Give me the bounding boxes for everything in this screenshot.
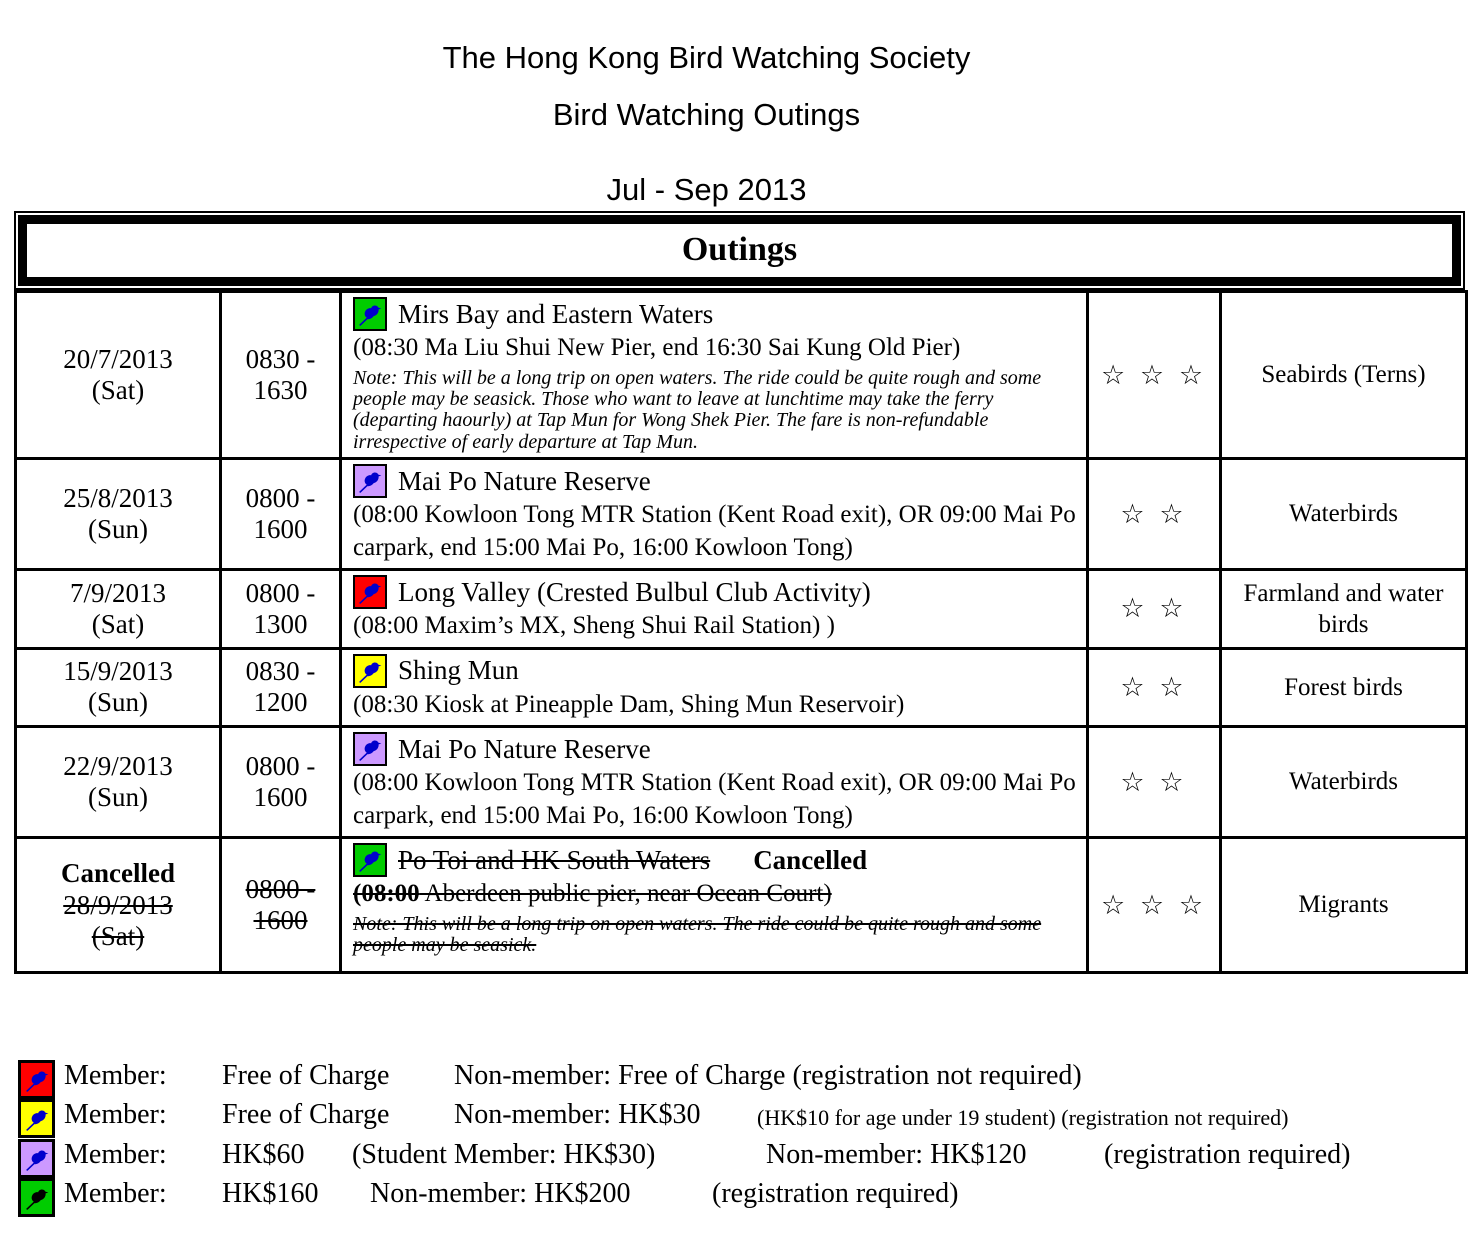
table-row-cancelled <box>16 838 1467 973</box>
outing-date-cell <box>16 727 221 838</box>
society-title: The Hong Kong Bird Watching Society <box>442 40 971 75</box>
outing-location: (08:00 Kowloon Tong MTR Station (Kent Road exit), OR 09:00 Mai Po carpark, end 15:00 Mai Po, 16:00 Kowloon Tong) <box>353 501 1076 561</box>
outing-location-time: (08:00 <box>353 880 420 908</box>
outing-title-line <box>353 297 1076 331</box>
outing-time-start: 0800 - <box>245 874 316 905</box>
outing-date: 25/8/2013 <box>63 483 173 514</box>
bird-glyph <box>357 579 383 605</box>
bird-glyph <box>357 301 383 327</box>
outings-banner-title: Outings <box>18 215 1461 286</box>
legend-student-fee: (Student Member: HK$30) <box>352 1139 656 1171</box>
outing-date-cell <box>16 459 221 570</box>
outing-title-line <box>353 732 1076 766</box>
outing-location <box>353 878 1076 911</box>
outing-date: 28/9/2013 <box>63 889 173 920</box>
outing-time-end: 1600 <box>253 514 308 545</box>
legend-registration-note: (registration required) <box>1104 1139 1351 1171</box>
outing-day: (Sun) <box>88 514 148 545</box>
fee-legend <box>0 1058 1479 1223</box>
bird-category: Seabirds (Terns) <box>1221 292 1467 459</box>
fee-category-icon <box>353 464 387 498</box>
legend-member-label: Member: <box>64 1178 167 1210</box>
cancelled-label: Cancelled <box>753 844 868 875</box>
outing-time-start: 0800 - <box>245 751 316 782</box>
difficulty-stars: ☆ ☆ ☆ <box>1088 292 1221 459</box>
bird-glyph <box>357 658 383 684</box>
outing-title: Shing Mun <box>398 655 519 686</box>
bird-glyph <box>357 468 383 494</box>
outing-title: Po Toi and HK South Waters <box>398 844 711 875</box>
bird-glyph <box>24 1185 50 1211</box>
outing-time-start: 0800 - <box>245 577 316 608</box>
difficulty-stars: ☆ ☆ <box>1088 648 1221 727</box>
outing-location-rest: Aberdeen public pier, near Ocean Court) <box>419 880 832 908</box>
legend-row-red <box>0 1058 1479 1098</box>
outing-day: (Sat) <box>91 920 145 951</box>
outing-time-end: 1300 <box>253 608 308 639</box>
table-row <box>16 292 1467 459</box>
legend-member-label: Member: <box>64 1139 167 1171</box>
fee-category-icon <box>353 297 387 331</box>
bird-category: Forest birds <box>1221 648 1467 727</box>
cancelled-label: Cancelled <box>61 858 175 889</box>
outing-title: Mirs Bay and Eastern Waters <box>398 298 714 329</box>
outing-title-line <box>353 843 1076 877</box>
bird-category: Waterbirds <box>1221 727 1467 838</box>
outing-date-cell <box>16 838 221 973</box>
difficulty-stars: ☆ ☆ <box>1088 570 1221 649</box>
outing-location: (08:30 Kiosk at Pineapple Dam, Shing Mun Reservoir) <box>353 690 905 718</box>
outing-date: 7/9/2013 <box>69 577 166 608</box>
bird-category: Waterbirds <box>1221 459 1467 570</box>
outing-description-cell <box>341 459 1088 570</box>
outing-time-cell <box>221 838 341 973</box>
outing-date-cell <box>16 570 221 649</box>
outing-title-line <box>353 464 1076 498</box>
outing-day: (Sun) <box>88 687 148 718</box>
outing-time-start: 0830 - <box>245 343 316 374</box>
legend-registration-note: (registration required) <box>712 1178 959 1210</box>
legend-member-label: Member: <box>64 1060 167 1092</box>
difficulty-stars: ☆ ☆ <box>1088 459 1221 570</box>
document-subtitle: Bird Watching Outings <box>552 97 861 132</box>
outing-time-cell <box>221 648 341 727</box>
title-block <box>0 0 1413 205</box>
outing-date-cell <box>16 292 221 459</box>
bird-glyph <box>357 847 383 873</box>
table-row <box>16 459 1467 570</box>
outing-time-cell <box>221 459 341 570</box>
legend-row-purple <box>0 1137 1479 1177</box>
outing-location: (08:00 Kowloon Tong MTR Station (Kent Road exit), OR 09:00 Mai Po carpark, end 15:00 Mai Po, 16:00 Kowloon Tong) <box>353 769 1076 829</box>
green-fee-icon <box>18 1178 55 1217</box>
outing-time-cell <box>221 570 341 649</box>
outing-description-cell <box>341 648 1088 727</box>
outing-location: (08:30 Ma Liu Shui New Pier, end 16:30 Sai Kung Old Pier) <box>353 334 961 361</box>
outing-time-end: 1630 <box>253 375 308 406</box>
outing-title: Long Valley (Crested Bulbul Club Activity) <box>398 576 871 607</box>
outing-day: (Sat) <box>91 608 145 639</box>
outing-day: (Sat) <box>91 375 145 406</box>
legend-member-fee: Free of Charge <box>222 1099 390 1131</box>
outing-date: 15/9/2013 <box>63 656 173 687</box>
outing-location: (08:00 Maxim’s MX, Sheng Shui Rail Station) ) <box>353 612 835 640</box>
outing-title: Mai Po Nature Reserve <box>398 465 651 496</box>
legend-member-fee: HK$160 <box>222 1178 319 1210</box>
outing-description-cell <box>341 570 1088 649</box>
difficulty-stars: ☆ ☆ <box>1088 727 1221 838</box>
legend-nonmember-fee: Non-member: Free of Charge (registration not required) <box>454 1060 1082 1092</box>
table-row <box>16 648 1467 727</box>
legend-member-label: Member: <box>64 1099 167 1131</box>
legend-fee-note: (HK$10 for age under 19 student) (registration not required) <box>757 1105 1289 1131</box>
outing-date-cell <box>16 648 221 727</box>
bird-glyph <box>24 1106 50 1132</box>
bird-glyph <box>24 1067 50 1093</box>
period-label: Jul - Sep 2013 <box>606 172 807 207</box>
outing-time-end: 1600 <box>253 905 308 936</box>
bird-category: Migrants <box>1221 838 1467 973</box>
fee-category-icon <box>353 575 387 609</box>
outing-title-line <box>353 654 1076 688</box>
legend-nonmember-fee: Non-member: HK$120 <box>766 1139 1027 1171</box>
difficulty-stars: ☆ ☆ ☆ <box>1088 838 1221 973</box>
outing-note: Note: This will be a long trip on open waters. The ride could be quite rough and some people may be seasick. Those who want to leave at lunchtime may take the ferry (departing haourly) at Tap Mun for Wong Shek Pier. The fare is non-refundable irrespective of early departure at Tap Mun. <box>353 366 1042 453</box>
legend-member-fee: Free of Charge <box>222 1060 390 1092</box>
fee-category-icon <box>353 732 387 766</box>
outing-date: 22/9/2013 <box>63 751 173 782</box>
outing-title: Mai Po Nature Reserve <box>398 733 651 764</box>
legend-row-green <box>0 1176 1479 1216</box>
outing-description-cell <box>341 292 1088 459</box>
legend-row-yellow <box>0 1097 1479 1137</box>
legend-member-fee: HK$60 <box>222 1139 305 1171</box>
fee-category-icon <box>353 843 387 877</box>
fee-category-icon <box>353 654 387 688</box>
legend-nonmember-fee: Non-member: HK$200 <box>370 1178 631 1210</box>
outing-note: Note: This will be a long trip on open waters. The ride could be quite rough and some people may be seasick. <box>353 912 1042 956</box>
outing-description-cell <box>341 727 1088 838</box>
bird-glyph <box>24 1146 50 1172</box>
outing-time-end: 1200 <box>253 687 308 718</box>
purple-fee-icon <box>18 1139 55 1178</box>
bird-glyph <box>357 736 383 762</box>
outing-date: 20/7/2013 <box>63 343 173 374</box>
outing-title-line <box>353 575 1076 609</box>
legend-nonmember-fee: Non-member: HK$30 <box>454 1099 701 1131</box>
outings-banner <box>14 211 1465 290</box>
outing-day: (Sun) <box>88 782 148 813</box>
bird-category: Farmland and water birds <box>1221 570 1467 649</box>
outing-time-end: 1600 <box>253 782 308 813</box>
outing-description-cell <box>341 838 1088 973</box>
red-fee-icon <box>18 1060 55 1099</box>
table-row <box>16 570 1467 649</box>
outing-time-start: 0830 - <box>245 656 316 687</box>
yellow-fee-icon <box>18 1099 55 1138</box>
outing-time-cell <box>221 292 341 459</box>
outings-table <box>14 290 1468 974</box>
table-row <box>16 727 1467 838</box>
outing-time-cell <box>221 727 341 838</box>
outing-time-start: 0800 - <box>245 483 316 514</box>
